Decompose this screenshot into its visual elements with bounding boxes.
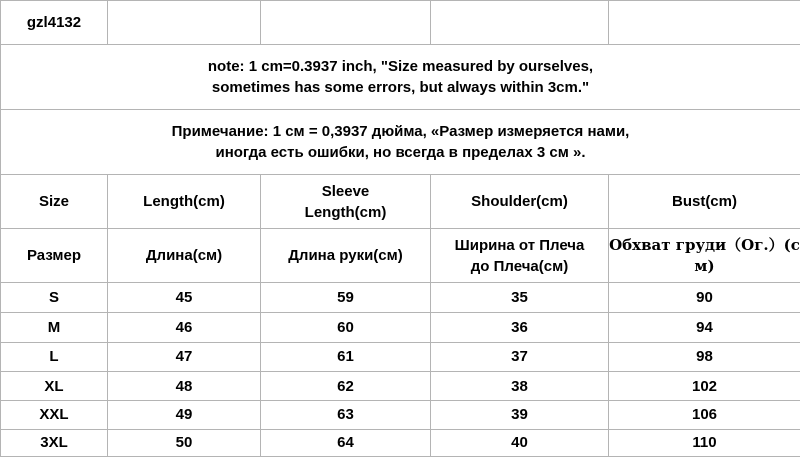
cell-bust: 110 [609, 429, 800, 456]
cell-shoulder: 35 [431, 283, 609, 313]
cell-length: 49 [108, 401, 261, 429]
empty-cell [431, 1, 609, 45]
header-ru-size: Размер [1, 229, 108, 283]
cell-bust: 90 [609, 283, 800, 313]
table-row [1, 283, 800, 313]
cell-length: 47 [108, 342, 261, 371]
cell-bust: 102 [609, 372, 800, 401]
cell-size: S [1, 283, 108, 313]
note-russian [1, 110, 800, 175]
note-en-line2: sometimes has some errors, but always within 3cm." [211, 79, 590, 97]
code-row [1, 1, 800, 45]
header-sleeve-line1: Sleeve [321, 182, 370, 200]
header-ru-shoulder-line2: до Плеча(см) [470, 257, 569, 275]
header-shoulder: Shoulder(cm) [431, 174, 609, 229]
note-ru-line1: Примечание: 1 см = 0,3937 дюйма, «Размер измеряется нами, [171, 123, 630, 141]
header-ru-sleeve: Длина руки(см) [261, 229, 431, 283]
header-en-row [1, 174, 800, 229]
header-length: Length(cm) [108, 174, 261, 229]
cell-size: 3XL [1, 429, 108, 456]
header-ru-length: Длина(см) [108, 229, 261, 283]
table-row [1, 342, 800, 371]
note-en-row [1, 45, 800, 110]
header-ru-shoulder [431, 229, 609, 283]
table-row [1, 313, 800, 342]
empty-cell [609, 1, 800, 45]
header-bust: Bust(cm) [609, 174, 800, 229]
header-sleeve-line2: Length(cm) [304, 203, 387, 221]
header-ru-bust [609, 229, 800, 283]
table-row [1, 401, 800, 429]
cell-size: M [1, 313, 108, 342]
empty-cell [261, 1, 431, 45]
cell-shoulder: 36 [431, 313, 609, 342]
cell-shoulder: 37 [431, 342, 609, 371]
note-english [1, 45, 800, 110]
cell-size: XXL [1, 401, 108, 429]
cell-sleeve: 59 [261, 283, 431, 313]
cell-sleeve: 64 [261, 429, 431, 456]
cell-length: 50 [108, 429, 261, 456]
header-size: Size [1, 174, 108, 229]
cell-shoulder: 38 [431, 372, 609, 401]
empty-cell [108, 1, 261, 45]
header-ru-bust-line1: Обхват груди（Ог.）(с [609, 235, 800, 254]
header-ru-bust-line2: м) [694, 256, 715, 275]
table-row [1, 429, 800, 456]
cell-size: L [1, 342, 108, 371]
cell-bust: 106 [609, 401, 800, 429]
cell-length: 45 [108, 283, 261, 313]
cell-sleeve: 61 [261, 342, 431, 371]
cell-length: 48 [108, 372, 261, 401]
header-ru-row [1, 229, 800, 283]
cell-size: XL [1, 372, 108, 401]
cell-shoulder: 40 [431, 429, 609, 456]
header-sleeve [261, 174, 431, 229]
table-row [1, 372, 800, 401]
note-ru-line2: иногда есть ошибки, но всегда в пределах 3 см ». [215, 144, 586, 162]
cell-bust: 98 [609, 342, 800, 371]
cell-sleeve: 63 [261, 401, 431, 429]
cell-sleeve: 60 [261, 313, 431, 342]
cell-length: 46 [108, 313, 261, 342]
header-ru-shoulder-line1: Ширина от Плеча [454, 236, 585, 254]
cell-shoulder: 39 [431, 401, 609, 429]
note-en-line1: note: 1 cm=0.3937 inch, "Size measured by ourselves, [207, 58, 594, 76]
note-ru-row [1, 110, 800, 175]
product-code: gzl4132 [1, 1, 108, 45]
cell-sleeve: 62 [261, 372, 431, 401]
cell-bust: 94 [609, 313, 800, 342]
